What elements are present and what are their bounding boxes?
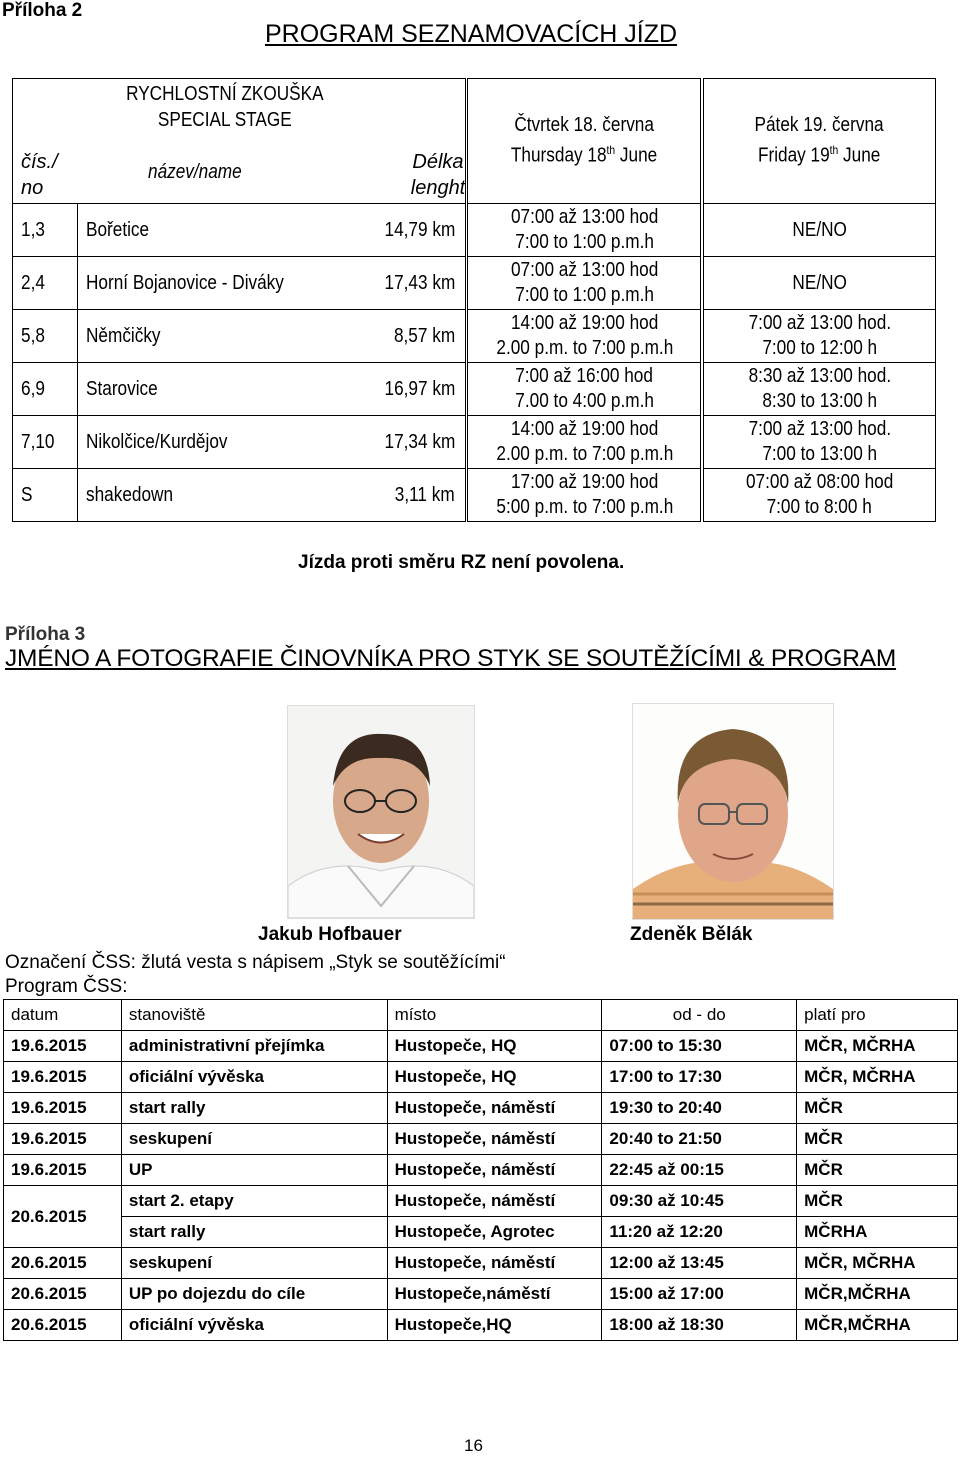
thursday-time: 07:00 až 13:00 hod <box>510 259 659 281</box>
stage-row <box>13 310 936 363</box>
table-row <box>4 1093 958 1124</box>
col-header-time: od - do <box>602 1000 797 1031</box>
stage-name: shakedown <box>86 483 174 506</box>
thursday-time-en: 7:00 to 1:00 p.m.h <box>515 284 654 306</box>
no-header-cz: čís./ <box>21 151 58 173</box>
cell-valid: MČR <box>797 1124 958 1155</box>
cell-place: Hustopeče, HQ <box>387 1062 602 1093</box>
friday-header-en-post: June <box>838 144 881 167</box>
thursday-time-en: 7.00 to 4:00 p.m.h <box>515 390 654 412</box>
table-row <box>4 1310 958 1341</box>
annex2-title: PROGRAM SEZNAMOVACÍCH JÍZD <box>265 20 678 48</box>
cell-place: Hustopeče, náměstí <box>387 1186 602 1217</box>
cell-date: 19.6.2015 <box>4 1124 122 1155</box>
cell-valid: MČR <box>797 1155 958 1186</box>
cell-time: 18:00 až 18:30 <box>602 1310 797 1341</box>
col-header-date: datum <box>4 1000 122 1031</box>
friday-time: 07:00 až 08:00 hod <box>745 471 894 493</box>
cell-post: start rally <box>121 1093 387 1124</box>
stage-length: 16,97 km <box>384 377 455 400</box>
cell-date: 19.6.2015 <box>4 1093 122 1124</box>
thursday-time: 07:00 až 13:00 hod <box>510 206 659 228</box>
thursday-time-en: 2.00 p.m. to 7:00 p.m.h <box>495 443 673 465</box>
table-row <box>4 1124 958 1155</box>
cell-valid: MČRHA <box>797 1217 958 1248</box>
friday-time-en: 8:30 to 13:00 h <box>761 390 877 412</box>
table-row <box>4 1031 958 1062</box>
cell-place: Hustopeče, Agrotec <box>387 1217 602 1248</box>
stage-length: 14,79 km <box>384 218 455 241</box>
program-header-row <box>4 1000 958 1031</box>
thursday-time-en: 2.00 p.m. to 7:00 p.m.h <box>495 337 673 359</box>
cell-place: Hustopeče, náměstí <box>387 1248 602 1279</box>
thursday-time: 14:00 až 19:00 hod <box>510 312 659 334</box>
cell-time: 15:00 až 17:00 <box>602 1279 797 1310</box>
cell-time: 20:40 to 21:50 <box>602 1124 797 1155</box>
cell-place: Hustopeče,HQ <box>387 1310 602 1341</box>
cell-time: 22:45 až 00:15 <box>602 1155 797 1186</box>
stage-row <box>13 363 936 416</box>
stage-name: Nikolčice/Kurdějov <box>86 430 228 453</box>
name-header: název/name <box>148 161 242 183</box>
cell-date: 19.6.2015 <box>4 1062 122 1093</box>
cell-place: Hustopeče, náměstí <box>387 1124 602 1155</box>
stage-length: 17,34 km <box>384 430 455 453</box>
thursday-time: 7:00 až 16:00 hod <box>515 365 654 387</box>
stage-row <box>13 204 936 257</box>
stage-no: 6,9 <box>21 377 45 400</box>
friday-time-en: 7:00 to 12:00 h <box>761 337 877 359</box>
thursday-time: 14:00 až 19:00 hod <box>510 418 659 440</box>
cell-valid: MČR, MČRHA <box>797 1062 958 1093</box>
stage-row <box>13 257 936 310</box>
cell-date: 20.6.2015 <box>4 1279 122 1310</box>
cell-valid: MČR <box>797 1093 958 1124</box>
stage-length: 8,57 km <box>393 324 455 347</box>
friday-time: 7:00 až 13:00 hod. <box>748 312 891 334</box>
stage-header-en: SPECIAL STAGE <box>157 109 292 131</box>
stage-length: 17,43 km <box>384 271 455 294</box>
cell-time: 19:30 to 20:40 <box>602 1093 797 1124</box>
cell-date: 20.6.2015 <box>4 1248 122 1279</box>
person1-name: Jakub Hofbauer <box>258 924 402 945</box>
thursday-time-en: 5:00 p.m. to 7:00 p.m.h <box>495 496 673 518</box>
page-number: 16 <box>464 1436 483 1455</box>
friday-time-en: 7:00 to 8:00 h <box>766 496 872 518</box>
cell-time: 11:20 až 12:20 <box>602 1217 797 1248</box>
annex2-note: Jízda proti směru RZ není povolena. <box>298 552 625 573</box>
thursday-header <box>468 79 701 204</box>
cell-valid: MČR,MČRHA <box>797 1310 958 1341</box>
friday-time: 7:00 až 13:00 hod. <box>748 418 891 440</box>
cell-date: 20.6.2015 <box>4 1186 122 1248</box>
friday-time: 8:30 až 13:00 hod. <box>748 365 891 387</box>
friday-header-en: Friday 19 <box>758 144 830 167</box>
friday-sup: th <box>829 143 839 157</box>
friday-time: NE/NO <box>792 218 847 241</box>
cell-date: 19.6.2015 <box>4 1155 122 1186</box>
stage-length: 3,11 km <box>395 483 455 506</box>
stage-row <box>13 469 936 522</box>
cell-time: 12:00 až 13:45 <box>602 1248 797 1279</box>
cell-time: 07:00 to 15:30 <box>602 1031 797 1062</box>
thursday-time-en: 7:00 to 1:00 p.m.h <box>515 231 654 253</box>
cell-post: seskupení <box>121 1248 387 1279</box>
stage-no: 5,8 <box>21 324 45 347</box>
stage-name: Horní Bojanovice - Diváky <box>86 271 285 294</box>
col-header-place: místo <box>387 1000 602 1031</box>
marking-text: Označení ČSS: žlutá vesta s nápisem „Styk se soutěžícími“ <box>5 952 506 973</box>
cell-post: UP po dojezdu do cíle <box>121 1279 387 1310</box>
annex3-title: JMÉNO A FOTOGRAFIE ČINOVNÍKA PRO STYK SE SOUTĚŽÍCÍMI & PROGRAM <box>5 645 897 672</box>
stage-table <box>12 78 936 522</box>
table-row <box>4 1155 958 1186</box>
cell-post: start 2. etapy <box>121 1186 387 1217</box>
cell-post: start rally <box>121 1217 387 1248</box>
cell-valid: MČR, MČRHA <box>797 1031 958 1062</box>
cell-valid: MČR, MČRHA <box>797 1248 958 1279</box>
stage-name: Starovice <box>86 377 159 400</box>
table-row <box>4 1062 958 1093</box>
thursday-header-en: Thursday 18 <box>511 144 607 167</box>
cell-date: 20.6.2015 <box>4 1310 122 1341</box>
length-header-cz: Délka <box>412 151 464 173</box>
stage-header-cell <box>13 79 466 204</box>
friday-header <box>703 79 935 204</box>
stage-no: 1,3 <box>21 218 45 241</box>
friday-time-en: 7:00 to 13:00 h <box>761 443 877 465</box>
length-header-en: lenght <box>410 177 466 199</box>
stage-name: Bořetice <box>86 218 150 241</box>
cell-place: Hustopeče, náměstí <box>387 1155 602 1186</box>
program-table <box>3 999 958 1341</box>
friday-header-cz: Pátek 19. června <box>754 114 884 136</box>
cell-place: Hustopeče,náměstí <box>387 1279 602 1310</box>
annex3-label: Příloha 3 <box>5 624 86 645</box>
cell-place: Hustopeče, HQ <box>387 1031 602 1062</box>
thursday-sup: th <box>606 143 616 157</box>
cell-post: administrativní přejímka <box>121 1031 387 1062</box>
cell-post: seskupení <box>121 1124 387 1155</box>
annex2-label: Příloha 2 <box>2 0 83 21</box>
photo-zdenek-belak <box>632 703 834 920</box>
cell-post: UP <box>121 1155 387 1186</box>
program-label: Program ČSS: <box>5 976 128 997</box>
table-row <box>4 1248 958 1279</box>
cell-valid: MČR <box>797 1186 958 1217</box>
person2-name: Zdeněk Bělák <box>630 924 753 945</box>
table-row <box>4 1217 958 1248</box>
thursday-header-cz: Čtvrtek 18. června <box>514 114 655 136</box>
stage-row <box>13 416 936 469</box>
cell-place: Hustopeče, náměstí <box>387 1093 602 1124</box>
no-header-en: no <box>21 177 44 199</box>
col-header-valid: platí pro <box>797 1000 958 1031</box>
thursday-header-en-post: June <box>615 144 658 167</box>
stage-header-cz: RYCHLOSTNÍ ZKOUŠKA <box>125 83 324 105</box>
table-row <box>4 1279 958 1310</box>
table-row <box>4 1186 958 1217</box>
cell-date: 19.6.2015 <box>4 1031 122 1062</box>
col-header-post: stanoviště <box>121 1000 387 1031</box>
stage-no: S <box>21 483 33 506</box>
cell-time: 17:00 to 17:30 <box>602 1062 797 1093</box>
cell-valid: MČR,MČRHA <box>797 1279 958 1310</box>
cell-time: 09:30 až 10:45 <box>602 1186 797 1217</box>
photo-jakub-hofbauer <box>287 705 475 919</box>
friday-time: NE/NO <box>792 271 847 294</box>
stage-no: 7,10 <box>21 430 55 453</box>
cell-post: oficiální vývěska <box>121 1310 387 1341</box>
stage-no: 2,4 <box>21 271 45 294</box>
cell-post: oficiální vývěska <box>121 1062 387 1093</box>
thursday-time: 17:00 až 19:00 hod <box>510 471 659 493</box>
stage-name: Němčičky <box>86 324 162 347</box>
